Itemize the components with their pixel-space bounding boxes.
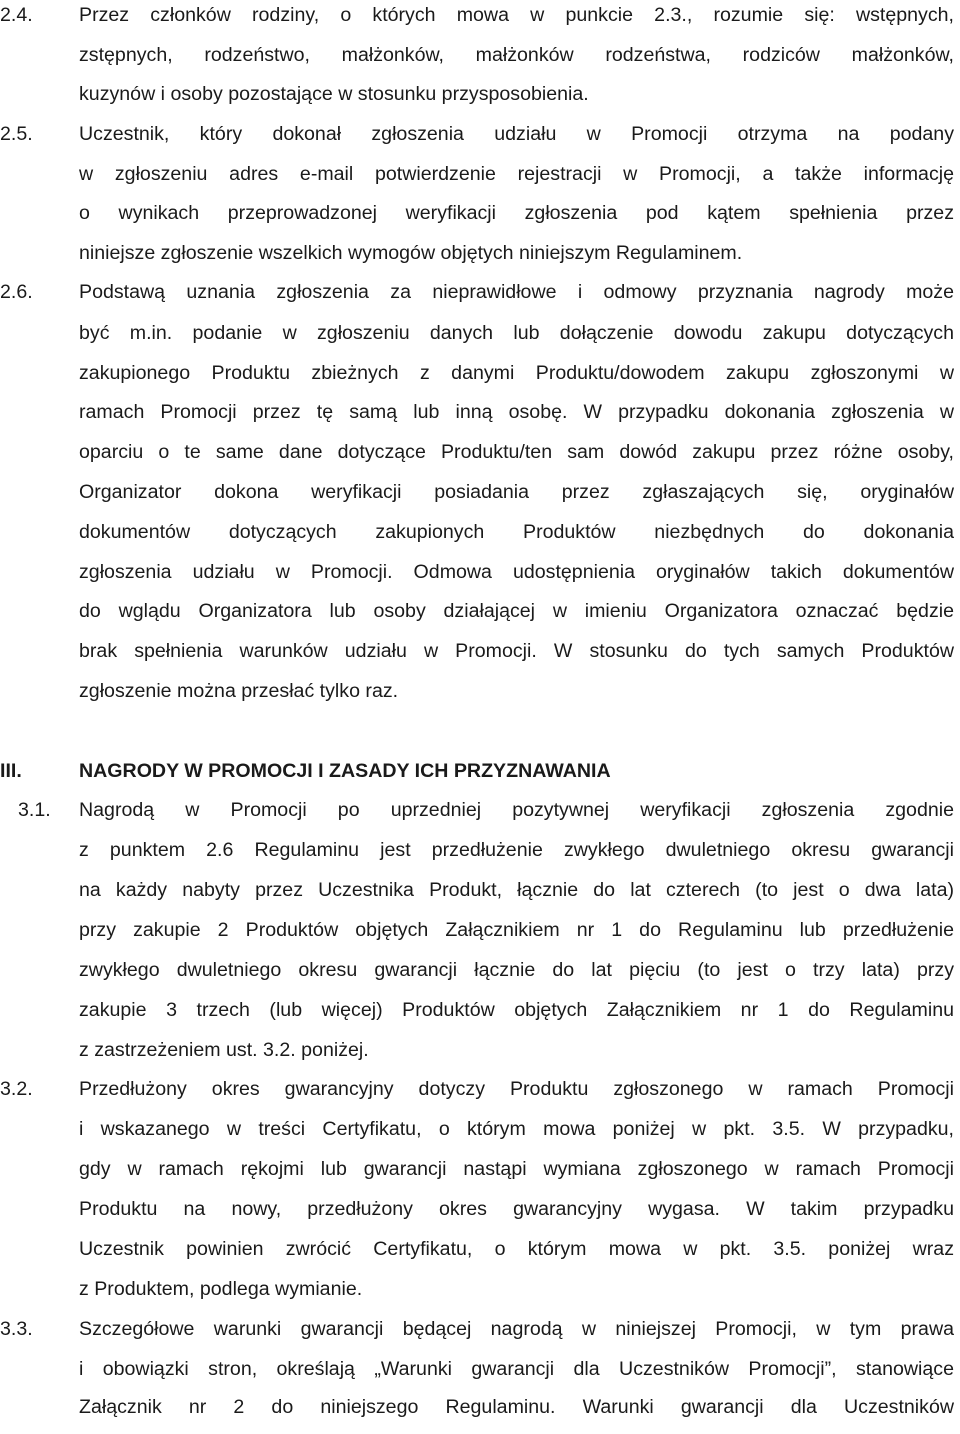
paragraph-line: Podstawą uznania zgłoszenia za nieprawidłowe i odmowy przyznania nagrody może	[79, 281, 954, 303]
section-2-6-line-5	[0, 439, 960, 479]
section-3-1-line-7	[0, 1037, 960, 1077]
section-2-6-line-1	[0, 279, 960, 319]
paragraph-line: przy zakupie 2 Produktów objętych Załącznikiem nr 1 do Regulaminu lub przedłużenie	[79, 919, 954, 941]
section-number: 3.2.	[0, 1078, 33, 1100]
section-2-6-line-9	[0, 598, 960, 638]
section-2-4-line-2	[0, 42, 960, 82]
paragraph-line: Uczestnik powinien zwrócić Certyfikatu, o którym mowa w pkt. 3.5. poniżej wraz	[79, 1238, 954, 1260]
section-3-3-line-2	[0, 1356, 960, 1396]
section-2-6-line-7	[0, 519, 960, 559]
chapter-title: NAGRODY W PROMOCJI I ZASADY ICH PRZYZNAWANIA	[79, 760, 611, 782]
paragraph-line: Przedłużony okres gwarancyjny dotyczy Produktu zgłoszonego w ramach Promocji	[79, 1078, 954, 1100]
section-2-6-line-2	[0, 320, 960, 360]
paragraph-line: zakupie 3 trzech (lub więcej) Produktów objętych Załącznikiem nr 1 do Regulaminu	[79, 999, 954, 1021]
paragraph-line: gdy w ramach rękojmi lub gwarancji nastąpi wymiana zgłoszonego w ramach Promocji	[79, 1158, 954, 1180]
paragraph-line: do wglądu Organizatora lub osoby działającej w imieniu Organizatora oznaczać będzie	[79, 600, 954, 622]
section-2-4-line-1	[0, 2, 960, 42]
section-number: 3.1.	[18, 799, 51, 821]
paragraph-line: być m.in. podanie w zgłoszeniu danych lub dołączenie dowodu zakupu dotyczących	[79, 322, 954, 344]
section-2-5-line-3	[0, 200, 960, 240]
paragraph-line: Organizator dokona weryfikacji posiadania przez zgłaszających się, oryginałów	[79, 481, 954, 503]
section-3-1-line-2	[0, 837, 960, 877]
section-3-1-line-6	[0, 997, 960, 1037]
paragraph-line: z zastrzeżeniem ust. 3.2. poniżej.	[79, 1039, 369, 1061]
paragraph-line: Nagrodą w Promocji po uprzedniej pozytywnej weryfikacji zgłoszenia zgodnie	[79, 799, 954, 821]
section-2-4-line-3	[0, 81, 960, 121]
paragraph-line: na każdy nabyty przez Uczestnika Produkt, łącznie do lat czterech (to jest o dwa lata)	[79, 879, 954, 901]
section-number: 2.5.	[0, 123, 33, 145]
paragraph-line: o wynikach przeprowadzonej weryfikacji zgłoszenia pod kątem spełnienia przez	[79, 202, 954, 224]
section-3-2-line-3	[0, 1156, 960, 1196]
paragraph-line: w zgłoszeniu adres e-mail potwierdzenie rejestracji w Promocji, a także informację	[79, 163, 954, 185]
section-3-2-line-1	[0, 1076, 960, 1116]
chapter-3-heading	[0, 758, 960, 798]
paragraph-line: z punktem 2.6 Regulaminu jest przedłużenie zwykłego dwuletniego okresu gwarancji	[79, 839, 954, 861]
chapter-number: III.	[0, 760, 22, 782]
paragraph-line: kuzynów i osoby pozostające w stosunku przysposobienia.	[79, 83, 589, 105]
section-2-5-line-2	[0, 161, 960, 201]
paragraph-line: Szczegółowe warunki gwarancji będącej nagrodą w niniejszej Promocji, w tym prawa	[79, 1318, 954, 1340]
section-3-2-line-4	[0, 1196, 960, 1236]
section-3-2-line-6	[0, 1276, 960, 1316]
section-number: 3.3.	[0, 1318, 33, 1340]
paragraph-line: i obowiązki stron, określają „Warunki gwarancji dla Uczestników Promocji”, stanowiące	[79, 1358, 954, 1380]
section-2-6-line-4	[0, 399, 960, 439]
paragraph-line: zgłoszenia udziału w Promocji. Odmowa udostępnienia oryginałów takich dokumentów	[79, 561, 954, 583]
paragraph-line: z Produktem, podlega wymianie.	[79, 1278, 363, 1300]
section-number: 2.4.	[0, 4, 33, 26]
paragraph-line: dokumentów dotyczących zakupionych Produktów niezbędnych do dokonania	[79, 521, 954, 543]
section-3-2-line-5	[0, 1236, 960, 1276]
paragraph-line: Przez członków rodziny, o których mowa w punkcie 2.3., rozumie się: wstępnych,	[79, 4, 954, 26]
paragraph-line: zgłoszenie można przesłać tylko raz.	[79, 680, 399, 702]
section-2-6-line-6	[0, 479, 960, 519]
section-number: 2.6.	[0, 281, 33, 303]
section-3-1-line-1	[0, 797, 960, 837]
section-3-1-line-3	[0, 877, 960, 917]
paragraph-line: zakupionego Produktu zbieżnych z danymi Produktu/dowodem zakupu zgłoszonymi w	[79, 362, 954, 384]
paragraph-line: niniejsze zgłoszenie wszelkich wymogów objętych niniejszym Regulaminem.	[79, 242, 743, 264]
section-2-6-line-3	[0, 360, 960, 400]
paragraph-line: zwykłego dwuletniego okresu gwarancji łącznie do lat pięciu (to jest o trzy lata) przy	[79, 959, 954, 981]
section-3-3-line-1	[0, 1316, 960, 1356]
paragraph-line: oparciu o te same dane dotyczące Produktu/ten sam dowód zakupu przez różne osoby,	[79, 441, 954, 463]
section-2-6-line-10	[0, 638, 960, 678]
section-3-3-line-3	[0, 1394, 960, 1434]
paragraph-line: Uczestnik, który dokonał zgłoszenia udziału w Promocji otrzyma na podany	[79, 123, 954, 145]
paragraph-line: zstępnych, rodzeństwo, małżonków, małżonków rodzeństwa, rodziców małżonków,	[79, 44, 954, 66]
paragraph-line: ramach Promocji przez tę samą lub inną osobę. W przypadku dokonania zgłoszenia w	[79, 401, 954, 423]
paragraph-line: i wskazanego w treści Certyfikatu, o którym mowa poniżej w pkt. 3.5. W przypadku,	[79, 1118, 954, 1140]
paragraph-line: Produktu na nowy, przedłużony okres gwarancyjny wygasa. W takim przypadku	[79, 1198, 954, 1220]
paragraph-line: Załącznik nr 2 do niniejszego Regulaminu. Warunki gwarancji dla Uczestników	[79, 1396, 954, 1418]
section-3-1-line-4	[0, 917, 960, 957]
section-2-6-line-11	[0, 678, 960, 718]
section-3-1-line-5	[0, 957, 960, 997]
section-2-5-line-4	[0, 240, 960, 280]
paragraph-line: brak spełnienia warunków udziału w Promocji. W stosunku do tych samych Produktów	[79, 640, 954, 662]
section-2-5-line-1	[0, 121, 960, 161]
section-3-2-line-2	[0, 1116, 960, 1156]
section-2-6-line-8	[0, 559, 960, 599]
